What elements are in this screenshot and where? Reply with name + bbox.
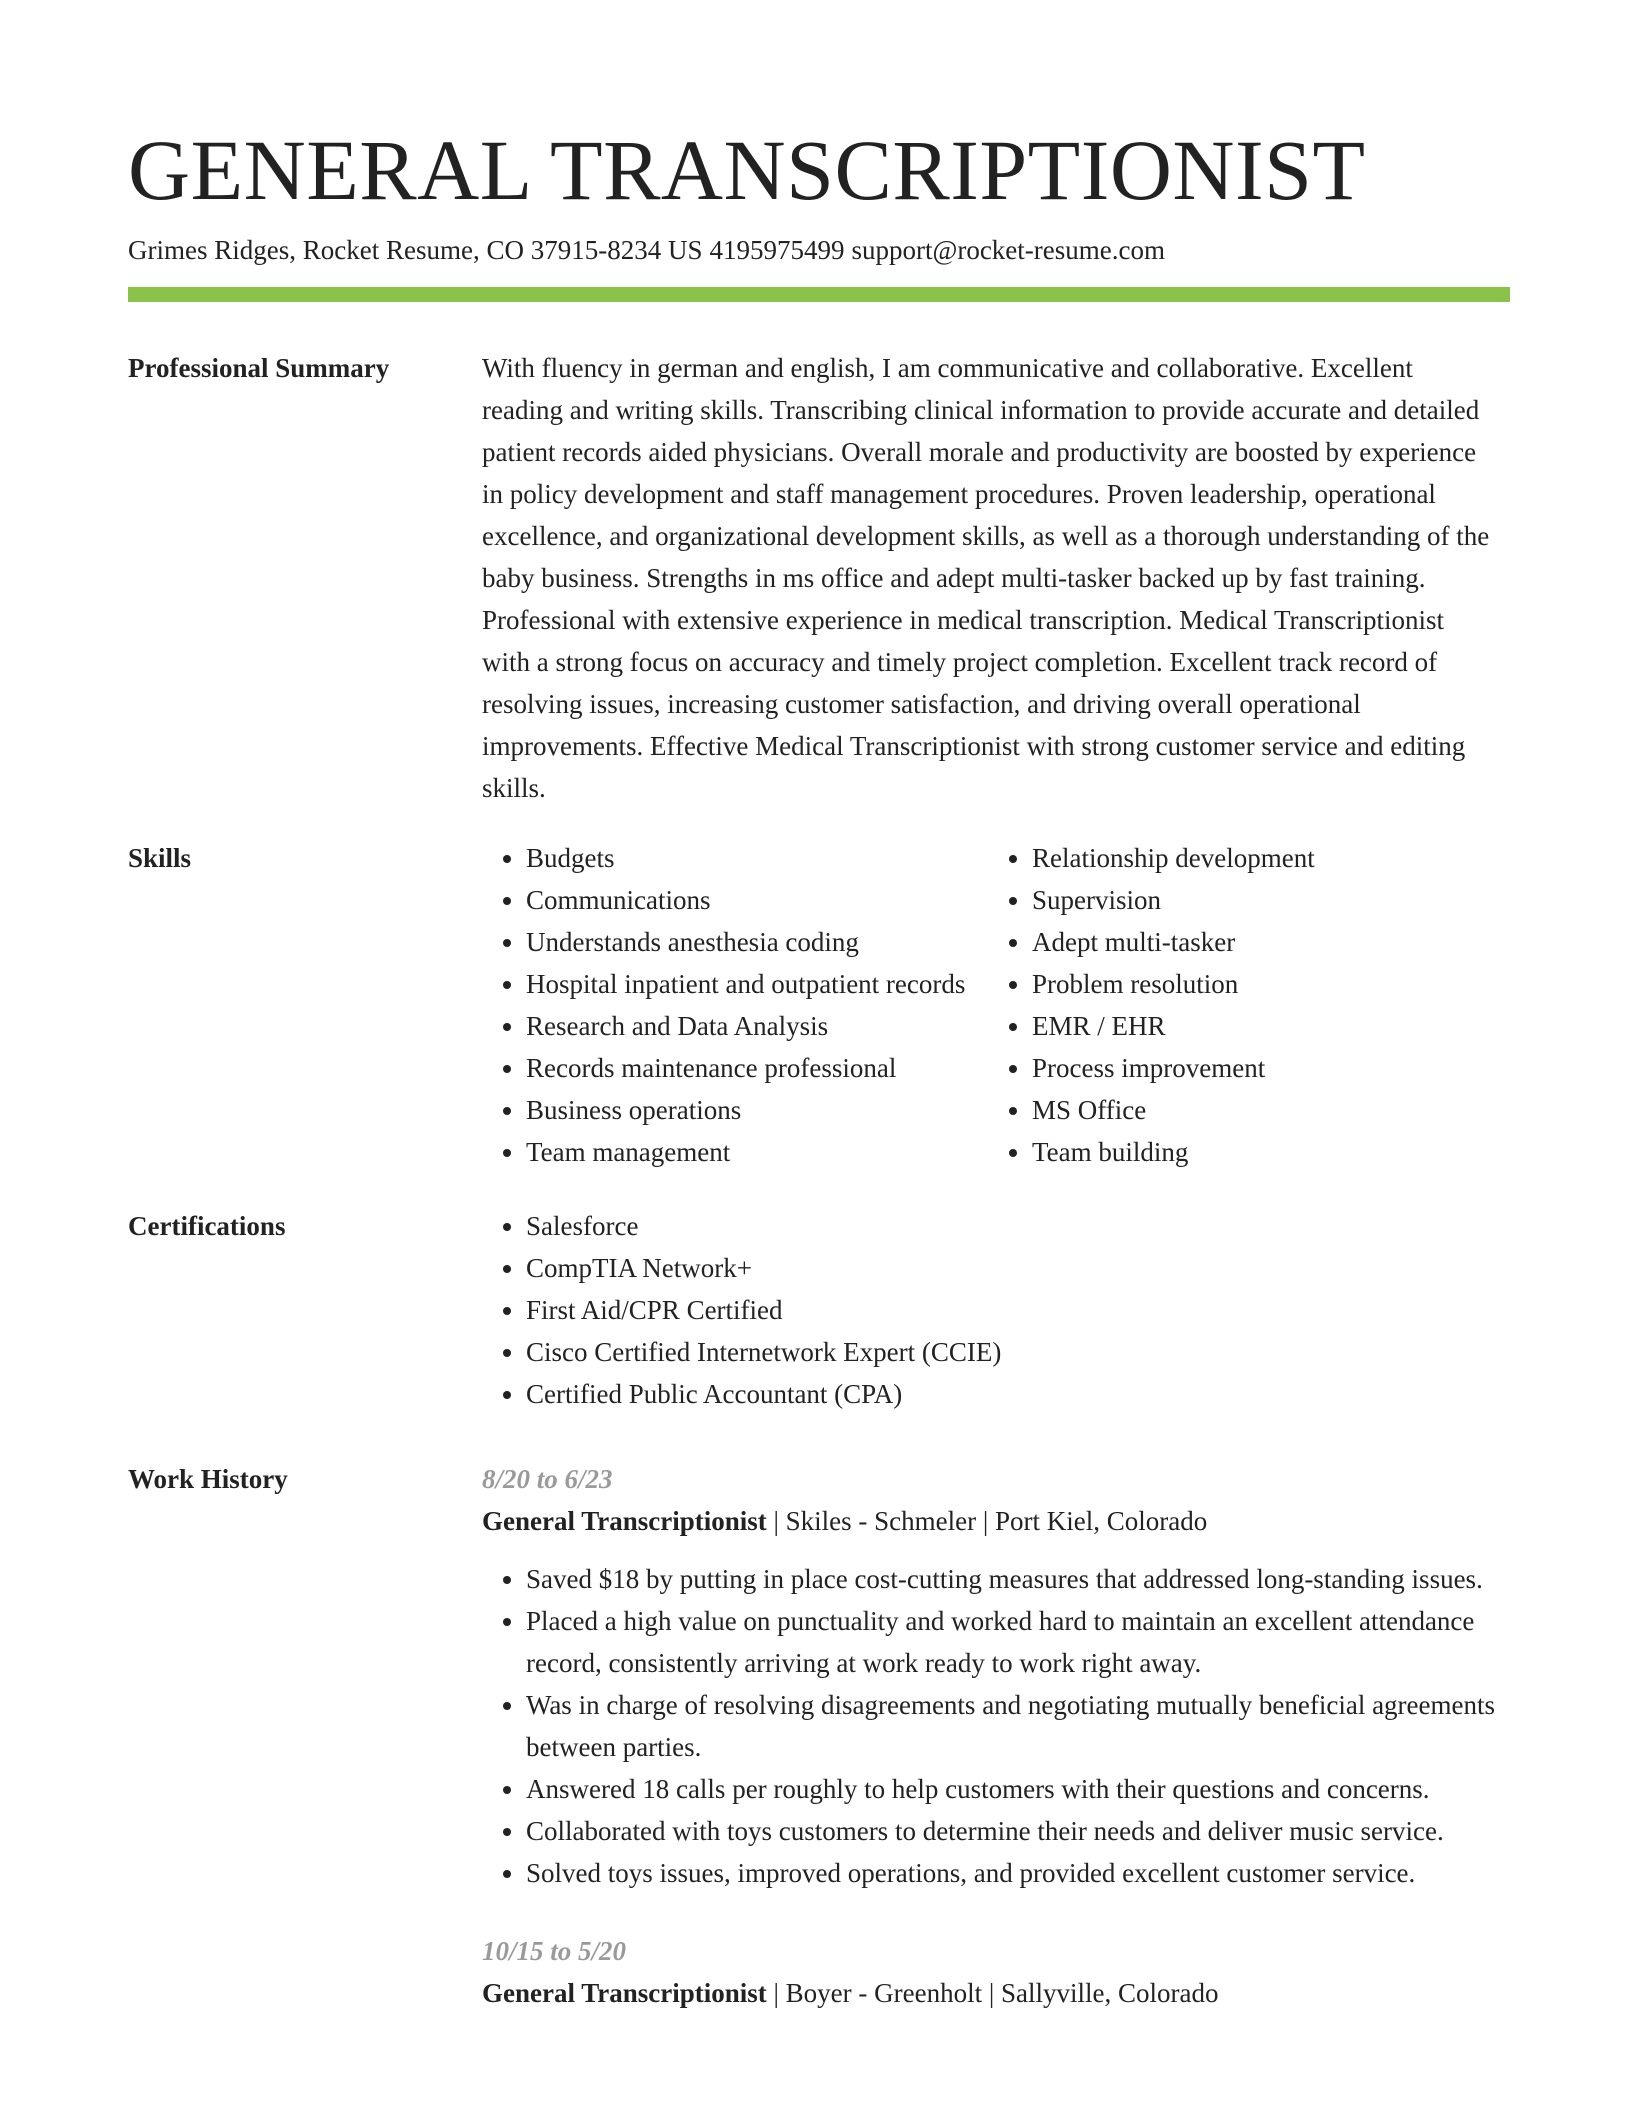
certifications-heading: Certifications [128,1211,286,1241]
certification-item: • Salesforce [526,1205,1510,1247]
job-bullet: • Placed a high value on punctuality and worked hard to maintain an excellent attendance record, consistently arriving at work ready to work right away. [526,1600,1502,1684]
job-title: General Transcriptionist [482,1978,767,2008]
skill-item: • Business operations [526,1089,965,1131]
skill-item: • Research and Data Analysis [526,1005,965,1047]
job-bullets [482,1558,1502,1894]
job-title-line [482,1972,1502,2014]
skill-item: • MS Office [1032,1089,1315,1131]
skill-item: • Communications [526,879,965,921]
skill-item: • Hospital inpatient and outpatient records [526,963,965,1005]
job-details: | Boyer - Greenholt | Sallyville, Colorado [766,1978,1219,2008]
contact-line [128,232,1172,268]
job-bullet: • Collaborated with toys customers to determine their needs and deliver music service. [526,1810,1502,1852]
skills-list-left [482,837,965,1173]
job-dates: 10/15 to 5/20 [482,1936,627,1966]
skill-item: • Relationship development [1032,837,1315,879]
certifications-body [482,1205,1510,1415]
certifications-list [482,1205,1510,1415]
job-bullet: • Solved toys issues, improved operations, and provided excellent customer service. [526,1852,1502,1894]
skill-item: • Supervision [1032,879,1315,921]
contact-address: Grimes Ridges, Rocket Resume, CO 37915-8234 US [128,235,703,265]
skill-item: • EMR / EHR [1032,1005,1315,1047]
skills-grid [482,837,1510,1173]
job-details: | Skiles - Schmeler | Port Kiel, Colorado [766,1506,1208,1536]
resume-name: GENERAL TRANSCRIPTIONIST [128,122,1366,218]
certification-item: • Certified Public Accountant (CPA) [526,1373,1510,1415]
skill-item: • Adept multi-tasker [1032,921,1315,963]
skill-item: • Budgets [526,837,965,879]
work-history-heading: Work History [128,1464,288,1494]
skill-item: • Process improvement [1032,1047,1315,1089]
job-title: General Transcriptionist [482,1506,767,1536]
skill-item: • Team management [526,1131,965,1173]
job-dates: 8/20 to 6/23 [482,1464,613,1494]
skill-item: • Problem resolution [1032,963,1315,1005]
contact-email: support@rocket-resume.com [851,235,1165,265]
skills-list-right [988,837,1315,1173]
job-bullet: • Saved $18 by putting in place cost-cutting measures that addressed long-standing issues. [526,1558,1502,1600]
skill-item: • Understands anesthesia coding [526,921,965,963]
job-title-line [482,1500,1502,1542]
work-history-body [482,1458,1502,2014]
header-divider [128,287,1510,302]
skill-item: • Team building [1032,1131,1315,1173]
skills-heading: Skills [128,843,192,873]
certification-item: • CompTIA Network+ [526,1247,1510,1289]
job-entry [482,1458,1502,1894]
certification-item: • Cisco Certified Internetwork Expert (CCIE) [526,1331,1510,1373]
certification-item: • First Aid/CPR Certified [526,1289,1510,1331]
job-bullet: • Answered 18 calls per roughly to help customers with their questions and concerns. [526,1768,1502,1810]
summary-body [482,347,1492,809]
summary-heading: Professional Summary [128,353,390,383]
job-entry [482,1930,1502,2014]
summary-text: With fluency in german and english, I am communicative and collaborative. Excellent reading and writing skills. Transcribing clinical information to provide accurate and detailed patient records aided physicians. Overall morale and productivity are boosted by experience in policy development and staff management procedures. Proven leadership, operational excellence, and organizational development skills, as well as a thorough understanding of the baby business. Strengths in ms office and adept multi-tasker backed up by fast training. Professional with extensive experience in medical transcription. Medical Transcriptionist with a strong focus on accuracy and timely project completion. Excellent track record of resolving issues, increasing customer satisfaction, and driving overall operational improvements. Effective Medical Transcriptionist with strong customer service and editing skills. [482,353,1490,803]
skills-body [482,837,1510,1173]
skill-item: • Records maintenance professional [526,1047,965,1089]
contact-phone: 4195975499 [709,235,845,265]
job-bullet: • Was in charge of resolving disagreements and negotiating mutually beneficial agreements between parties. [526,1684,1502,1768]
